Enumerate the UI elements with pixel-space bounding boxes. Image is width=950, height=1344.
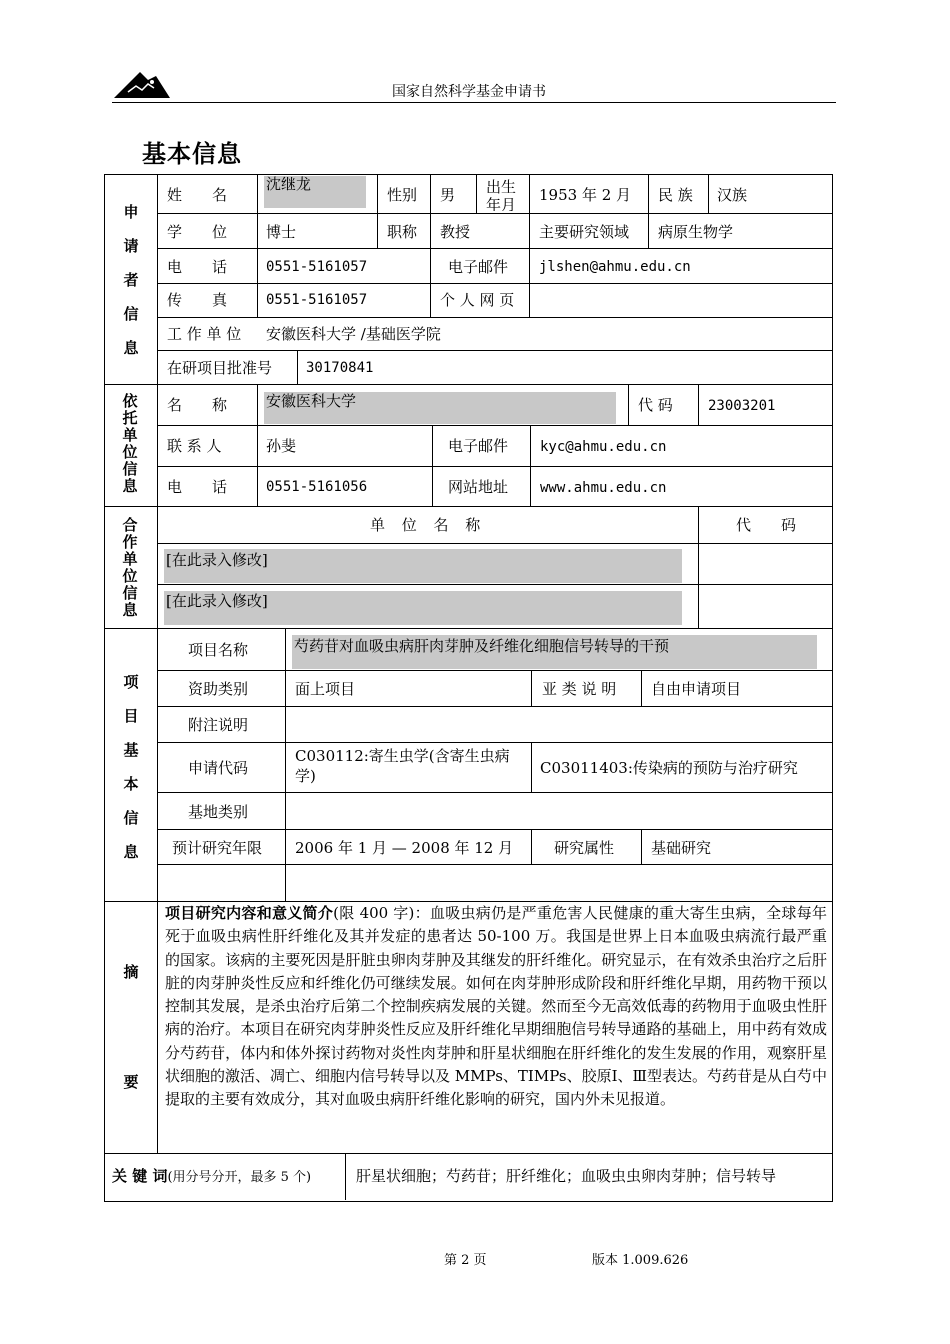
ethnic-label: 民 族 bbox=[658, 186, 693, 204]
ethnic-value: 汉族 bbox=[717, 186, 748, 204]
period-value: 2006 年 1 月 — 2008 年 12 月 bbox=[295, 839, 514, 857]
fax-label: 传 真 bbox=[167, 291, 228, 309]
partner-section-label: 合作单位信息 bbox=[122, 516, 138, 619]
partner-code-header: 代 码 bbox=[736, 516, 797, 534]
work-value: 安徽医科大学 /基础医学院 bbox=[266, 325, 441, 343]
work-label: 工 作 单 位 bbox=[167, 325, 242, 343]
field-value: 病原生物学 bbox=[658, 223, 734, 241]
abstract-body: 血吸虫病仍是严重危害人民健康的重大寄生虫病，全球每年死于血吸虫病性肝纤维化及其并发症的患者达 50-100 万。我国是世界上日本血吸虫病流行最严重的国家。该病的主要死因是肝脏虫卵肉芽肿及其继发的肝纤维化。研究显示，在有效杀虫治疗之后肝脏的肉芽肿炎性反应和纤维化仍可继续发展。如何在肉芽肿形成阶段和肝纤维化早期，用药物干预以控制其发展，是杀虫治疗后第二个控制疾病发展的关键。然而至今无高效低毒的药物用于血吸虫性肝病的治疗。本项目在研究肉芽肿炎性反应及肝纤维化早期细胞信号转导通路的基础上，用中药有效成分芍药苷，体内和体外探讨药物对炎性肉芽肿和肝星状细胞在肝纤维化的发生发展的作用，观察肝星状细胞的激活、凋亡、细胞内信号转导以及 MMPs、TIMPs、胶原Ⅰ、Ⅲ型表达。芍药苷是从白芍中提取的主要有效成分，其对血吸虫病肝纤维化影响的研究，国内外未见报道。 bbox=[165, 904, 827, 1109]
host-code-value: 23003201 bbox=[708, 398, 776, 414]
host-name-label: 名 称 bbox=[167, 396, 228, 414]
host-phone-value: 0551-5161056 bbox=[266, 479, 368, 495]
abstract-section-bottom: 要 bbox=[123, 1073, 139, 1091]
funding-value: 面上项目 bbox=[295, 680, 356, 698]
homepage-label: 个 人 网 页 bbox=[440, 291, 515, 309]
host-code-label: 代 码 bbox=[638, 396, 673, 414]
attr-value: 基础研究 bbox=[651, 839, 712, 857]
funding-label: 资助类别 bbox=[188, 680, 249, 698]
applicant-name: 沈继龙 bbox=[266, 175, 312, 193]
note-label: 附注说明 bbox=[188, 716, 249, 734]
email-value: jlshen@ahmu.edu.cn bbox=[539, 259, 691, 275]
degree-value: 博士 bbox=[266, 223, 297, 241]
keywords-value: 肝星状细胞；芍药苷；肝纤维化；血吸虫虫卵肉芽肿；信号转导 bbox=[356, 1167, 777, 1185]
project-section-label: 项 目 基 本 信 息 bbox=[123, 673, 139, 861]
partner-row-2[interactable]: [在此录入修改] bbox=[166, 592, 268, 610]
email-label: 电子邮件 bbox=[448, 258, 509, 276]
birth-label: 出生年月 bbox=[486, 178, 517, 211]
title-label: 职称 bbox=[387, 223, 418, 241]
project-no-label: 在研项目批准号 bbox=[167, 359, 273, 377]
subclass-value: 自由申请项目 bbox=[651, 680, 742, 698]
phone-value: 0551-5161057 bbox=[266, 259, 368, 275]
apply-code-1: C030112:寄生虫学(含寄生虫病学) bbox=[295, 747, 510, 785]
contact-label: 联 系 人 bbox=[167, 437, 222, 455]
partner-name-header: 单 位 名 称 bbox=[370, 516, 487, 534]
host-name-value: 安徽医科大学 bbox=[266, 392, 357, 410]
period-label: 预计研究年限 bbox=[172, 839, 263, 857]
host-email-label: 电子邮件 bbox=[448, 437, 509, 455]
host-phone-label: 电 话 bbox=[167, 478, 228, 496]
attr-label: 研究属性 bbox=[554, 839, 615, 857]
field-label: 主要研究领域 bbox=[539, 223, 630, 241]
gender-label: 性别 bbox=[387, 186, 418, 204]
abstract-text bbox=[165, 902, 827, 1112]
site-value: www.ahmu.edu.cn bbox=[540, 480, 667, 496]
degree-label: 学 位 bbox=[167, 223, 228, 241]
abstract-limit: (限 400 字)： bbox=[333, 904, 430, 922]
project-name-value: 芍药苷对血吸虫病肝肉芽肿及纤维化细胞信号转导的干预 bbox=[294, 637, 670, 655]
abstract-section-top: 摘 bbox=[123, 963, 139, 981]
contact-value: 孙斐 bbox=[266, 437, 297, 455]
header-title: 国家自然科学基金申请书 bbox=[392, 84, 546, 100]
project-name-label: 项目名称 bbox=[188, 641, 249, 659]
name-label: 姓 名 bbox=[167, 186, 228, 204]
nsfc-logo-icon bbox=[114, 68, 170, 100]
project-no-value: 30170841 bbox=[306, 360, 374, 376]
partner-row-1[interactable]: [在此录入修改] bbox=[166, 551, 268, 569]
phone-label: 电 话 bbox=[167, 258, 228, 276]
keywords-label: 关 键 词(用分号分开，最多 5 个) bbox=[112, 1167, 312, 1185]
version: 版本 1.009.626 bbox=[592, 1253, 689, 1268]
abstract-heading: 项目研究内容和意义简介 bbox=[165, 904, 334, 922]
host-email-value: kyc@ahmu.edu.cn bbox=[540, 439, 667, 455]
page-title: 基本信息 bbox=[142, 140, 242, 168]
base-label: 基地类别 bbox=[188, 803, 249, 821]
page-header bbox=[112, 64, 836, 103]
apply-code-2: C03011403:传染病的预防与治疗研究 bbox=[540, 759, 798, 777]
subclass-label: 亚 类 说 明 bbox=[542, 680, 617, 698]
page-number: 第 2 页 bbox=[444, 1253, 487, 1268]
gender-value: 男 bbox=[440, 186, 456, 204]
fax-value: 0551-5161057 bbox=[266, 292, 368, 308]
applicant-section-label: 申 请 者 信 息 bbox=[123, 203, 139, 357]
host-section-label: 依托单位信息 bbox=[122, 392, 138, 495]
apply-code-label: 申请代码 bbox=[188, 759, 249, 777]
birth-value: 1953 年 2 月 bbox=[539, 186, 632, 204]
site-label: 网站地址 bbox=[448, 478, 509, 496]
title-value: 教授 bbox=[440, 223, 471, 241]
